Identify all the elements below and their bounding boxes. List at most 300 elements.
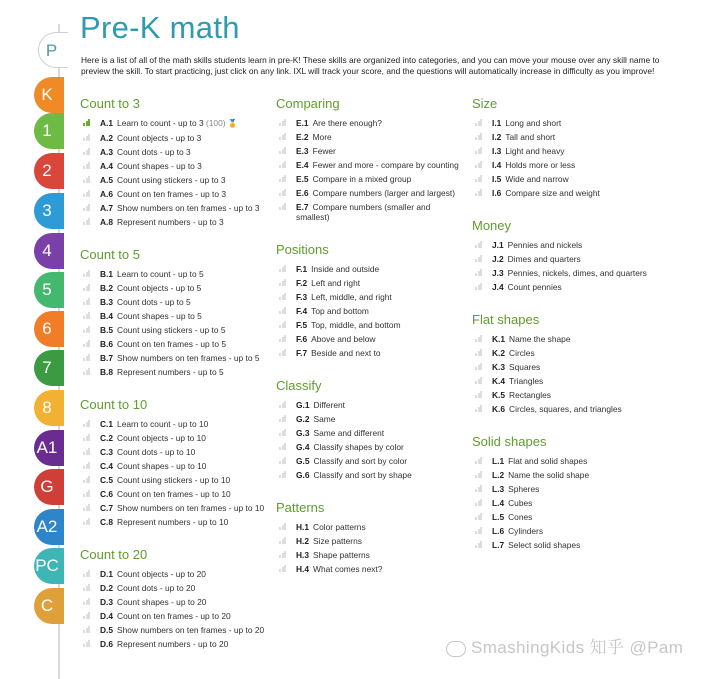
skill-label: Holds more or less <box>505 160 576 170</box>
skill-link-d-2[interactable] <box>80 583 270 593</box>
skill-label: Count dots - up to 20 <box>117 583 196 593</box>
skill-label: Color patterns <box>313 522 366 532</box>
skill-link-c-8[interactable] <box>80 517 270 527</box>
skill-label: Show numbers on ten frames - up to 5 <box>117 353 260 363</box>
skill-code: C.1 <box>100 419 114 429</box>
watermark <box>446 633 683 658</box>
skill-link-f-7[interactable] <box>276 348 466 358</box>
skill-code: H.4 <box>296 564 310 574</box>
skill-label: Count shapes - up to 20 <box>117 597 207 607</box>
skill-label: What comes next? <box>313 564 383 574</box>
skill-label: Tall and short <box>505 132 556 142</box>
progress-bars-icon <box>475 391 482 398</box>
skill-link-i-4[interactable] <box>472 160 662 170</box>
skill-code: D.6 <box>100 639 114 649</box>
skill-link-j-2[interactable] <box>472 254 662 264</box>
progress-bars-icon <box>279 133 286 140</box>
skill-label: Compare size and weight <box>505 188 600 198</box>
progress-bars-icon <box>83 148 90 155</box>
category-heading: Count to 3 <box>80 96 140 111</box>
skill-code: C.5 <box>100 475 114 485</box>
skill-link-g-6[interactable] <box>276 470 466 480</box>
skill-code: J.3 <box>492 268 504 278</box>
skill-link-l-5[interactable] <box>472 512 662 522</box>
skill-code: E.4 <box>296 160 309 170</box>
skill-label: Compare in a mixed group <box>312 174 412 184</box>
progress-bars-icon <box>279 537 286 544</box>
skill-label: Squares <box>509 362 541 372</box>
skill-link-h-4[interactable] <box>276 564 466 574</box>
progress-bars-icon <box>475 147 482 154</box>
skill-code: E.1 <box>296 118 309 128</box>
grade-level-sidebar <box>0 0 66 679</box>
skill-link-i-6[interactable] <box>472 188 662 198</box>
skill-code: C.4 <box>100 461 114 471</box>
skill-code: A.5 <box>100 175 114 185</box>
skill-code: A.8 <box>100 217 114 227</box>
skill-code: L.4 <box>492 498 505 508</box>
skill-code: A.7 <box>100 203 114 213</box>
progress-bars-icon <box>279 457 286 464</box>
grade-tab-c[interactable]: C <box>34 588 64 624</box>
progress-bars-icon <box>475 527 482 534</box>
progress-bars-icon <box>475 269 482 276</box>
skill-label: Count on ten frames - up to 5 <box>117 339 226 349</box>
skill-code: K.3 <box>492 362 506 372</box>
skill-code: D.2 <box>100 583 114 593</box>
skill-code: E.5 <box>296 174 309 184</box>
skill-code: K.5 <box>492 390 506 400</box>
progress-bars-icon <box>475 499 482 506</box>
skill-link-a-5[interactable] <box>80 175 270 185</box>
skill-link-h-1[interactable] <box>276 522 466 532</box>
skill-link-b-6[interactable] <box>80 339 270 349</box>
skill-label: Cubes <box>508 498 533 508</box>
skill-link-l-3[interactable] <box>472 484 662 494</box>
skill-link-i-1[interactable] <box>472 118 662 128</box>
progress-bars-icon <box>279 349 286 356</box>
progress-bars-icon <box>475 363 482 370</box>
skill-label: Count pennies <box>507 282 562 292</box>
skill-link-k-2[interactable] <box>472 348 662 358</box>
progress-bars-icon <box>279 147 286 154</box>
grade-tab-p[interactable]: P <box>38 32 68 68</box>
skill-label: Learn to count - up to 5 <box>117 269 204 279</box>
progress-bars-icon <box>83 518 90 525</box>
grade-tab-2[interactable]: 2 <box>34 153 64 189</box>
skill-link-g-5[interactable] <box>276 456 466 466</box>
skill-link-a-8[interactable] <box>80 217 270 227</box>
progress-bars-icon <box>279 203 286 210</box>
skill-label: More <box>312 132 332 142</box>
progress-bars-icon <box>475 133 482 140</box>
skill-label: Spheres <box>508 484 540 494</box>
skill-link-i-5[interactable] <box>472 174 662 184</box>
progress-bars-icon <box>475 541 482 548</box>
category-heading: Size <box>472 96 498 111</box>
skill-code: J.2 <box>492 254 504 264</box>
progress-bars-icon <box>279 279 286 286</box>
skill-link-j-1[interactable] <box>472 240 662 250</box>
skill-code: A.4 <box>100 161 114 171</box>
skill-label: Count on ten frames - up to 3 <box>117 189 226 199</box>
skill-code: G.4 <box>296 442 310 452</box>
category-heading: Comparing <box>276 96 340 111</box>
skill-link-b-4[interactable] <box>80 311 270 321</box>
skill-link-b-8[interactable] <box>80 367 270 377</box>
progress-bars-icon <box>83 284 90 291</box>
skill-label: Fewer and more - compare by counting <box>312 160 459 170</box>
skill-link-g-1[interactable] <box>276 400 466 410</box>
skill-link-a-7[interactable] <box>80 203 270 213</box>
skill-link-l-7[interactable] <box>472 540 662 550</box>
skill-link-e-7[interactable] <box>276 202 466 222</box>
skill-link-l-4[interactable] <box>472 498 662 508</box>
skill-code: H.1 <box>296 522 310 532</box>
progress-bars-icon <box>279 293 286 300</box>
progress-bars-icon <box>475 377 482 384</box>
skill-link-d-3[interactable] <box>80 597 270 607</box>
skill-code: J.4 <box>492 282 504 292</box>
skill-label: Represent numbers - up to 3 <box>117 217 224 227</box>
skill-code: A.3 <box>100 147 114 157</box>
grade-tab-4[interactable]: 4 <box>34 233 64 269</box>
progress-bars-icon <box>83 504 90 511</box>
skill-label: Cones <box>508 512 533 522</box>
skill-link-e-1[interactable] <box>276 118 466 128</box>
category-heading: Count to 5 <box>80 247 140 262</box>
skill-code: B.3 <box>100 297 114 307</box>
progress-bars-icon <box>475 255 482 262</box>
skill-code: K.4 <box>492 376 506 386</box>
progress-bars-icon <box>83 190 90 197</box>
skill-code: A.6 <box>100 189 114 199</box>
category-heading: Count to 10 <box>80 397 148 412</box>
skill-link-b-5[interactable] <box>80 325 270 335</box>
intro-text: Here is a list of all of the math skills students learn in pre-K! These skills are organized into categories, and you can move your mouse over any skill name to preview the skill. To start practicing, just click on any link. IXL will track your score, and the questions will automatically increase in difficulty as you improve! <box>81 55 660 76</box>
skill-code: A.2 <box>100 133 114 143</box>
wechat-icon <box>446 641 466 657</box>
skill-link-b-7[interactable] <box>80 353 270 363</box>
skill-code: F.5 <box>296 320 308 330</box>
skill-link-k-6[interactable] <box>472 404 662 414</box>
skill-label: Long and short <box>505 118 562 128</box>
progress-bars-icon <box>475 119 482 126</box>
skill-code: C.3 <box>100 447 114 457</box>
skill-link-c-5[interactable] <box>80 475 270 485</box>
skill-code: K.2 <box>492 348 506 358</box>
skill-link-a-2[interactable] <box>80 133 270 143</box>
category-heading: Flat shapes <box>472 312 540 327</box>
skill-link-k-1[interactable] <box>472 334 662 344</box>
grade-tab-a2[interactable]: A2 <box>34 509 64 545</box>
progress-bars-icon <box>475 335 482 342</box>
skill-link-f-5[interactable] <box>276 320 466 330</box>
skill-label: Cylinders <box>508 526 544 536</box>
skill-code: G.5 <box>296 456 310 466</box>
skill-link-d-6[interactable] <box>80 639 270 649</box>
skill-code: F.4 <box>296 306 308 316</box>
skill-label: Different <box>313 400 346 410</box>
skill-code: L.3 <box>492 484 505 494</box>
skill-code: L.6 <box>492 526 505 536</box>
skill-link-g-3[interactable] <box>276 428 466 438</box>
skill-code: L.2 <box>492 470 505 480</box>
skill-score: (100) <box>205 118 226 128</box>
skill-link-l-2[interactable] <box>472 470 662 480</box>
category-heading: Positions <box>276 242 329 257</box>
progress-bars-icon <box>279 265 286 272</box>
progress-bars-icon <box>279 321 286 328</box>
watermark-text: SmashingKids 知乎 @Pam <box>471 638 684 657</box>
progress-bars-icon <box>83 119 90 126</box>
progress-bars-icon <box>279 161 286 168</box>
skill-label: Count shapes - up to 5 <box>117 311 202 321</box>
skill-label: Wide and narrow <box>505 174 569 184</box>
skill-label: Inside and outside <box>311 264 380 274</box>
progress-bars-icon <box>83 640 90 647</box>
skill-label: Count dots - up to 5 <box>117 297 191 307</box>
progress-bars-icon <box>83 218 90 225</box>
category-heading: Count to 20 <box>80 547 148 562</box>
skill-link-f-6[interactable] <box>276 334 466 344</box>
skill-label: Shape patterns <box>313 550 370 560</box>
skill-label: Fewer <box>312 146 336 156</box>
skill-code: I.2 <box>492 132 502 142</box>
skill-label: Represent numbers - up to 10 <box>117 517 229 527</box>
skill-label: Count dots - up to 3 <box>117 147 191 157</box>
progress-bars-icon <box>279 471 286 478</box>
progress-bars-icon <box>475 241 482 248</box>
skill-link-a-1[interactable] <box>80 118 270 129</box>
skill-label: Left and right <box>311 278 361 288</box>
skill-label: Flat and solid shapes <box>508 456 588 466</box>
skill-link-c-6[interactable] <box>80 489 270 499</box>
progress-bars-icon <box>83 354 90 361</box>
skills-column-2 <box>276 96 466 578</box>
skill-label: Same and different <box>313 428 385 438</box>
grade-tab-6[interactable]: 6 <box>34 311 64 347</box>
skill-code: L.7 <box>492 540 505 550</box>
skill-label: Learn to count - up to 10 <box>117 419 209 429</box>
skill-label: Count dots - up to 10 <box>117 447 196 457</box>
skill-link-l-1[interactable] <box>472 456 662 466</box>
progress-bars-icon <box>279 335 286 342</box>
skill-label: Select solid shapes <box>508 540 581 550</box>
skill-code: H.3 <box>296 550 310 560</box>
progress-bars-icon <box>279 523 286 530</box>
skill-link-k-4[interactable] <box>472 376 662 386</box>
skill-link-g-4[interactable] <box>276 442 466 452</box>
progress-bars-icon <box>83 626 90 633</box>
progress-bars-icon <box>83 298 90 305</box>
progress-bars-icon <box>475 283 482 290</box>
skill-label: Name the shape <box>509 334 571 344</box>
skill-code: C.6 <box>100 489 114 499</box>
skill-label: Count using stickers - up to 5 <box>117 325 226 335</box>
progress-bars-icon <box>83 312 90 319</box>
skill-code: I.1 <box>492 118 502 128</box>
progress-bars-icon <box>475 485 482 492</box>
skill-code: F.6 <box>296 334 308 344</box>
skill-label: Circles <box>509 348 535 358</box>
skill-label: Count objects - up to 10 <box>117 433 206 443</box>
category-heading: Patterns <box>276 500 325 515</box>
skill-code: E.7 <box>296 202 309 212</box>
skill-code: A.1 <box>100 118 114 128</box>
skill-link-l-6[interactable] <box>472 526 662 536</box>
skill-label: Pennies, nickels, dimes, and quarters <box>507 268 647 278</box>
progress-bars-icon <box>279 189 286 196</box>
skill-label: Top, middle, and bottom <box>311 320 401 330</box>
progress-bars-icon <box>83 434 90 441</box>
skills-column-1 <box>80 96 270 653</box>
category-heading: Solid shapes <box>472 434 547 449</box>
skill-label: Count shapes - up to 10 <box>117 461 207 471</box>
progress-bars-icon <box>279 429 286 436</box>
skill-code: K.1 <box>492 334 506 344</box>
skill-label: Count shapes - up to 3 <box>117 161 202 171</box>
skill-link-f-2[interactable] <box>276 278 466 288</box>
skill-link-d-1[interactable] <box>80 569 270 579</box>
skill-code: B.6 <box>100 339 114 349</box>
skill-code: K.6 <box>492 404 506 414</box>
skill-link-k-3[interactable] <box>472 362 662 372</box>
skill-label: Represent numbers - up to 20 <box>117 639 229 649</box>
skill-label: Count objects - up to 3 <box>117 133 202 143</box>
skill-label: Circles, squares, and triangles <box>509 404 622 414</box>
skill-code: I.6 <box>492 188 502 198</box>
skill-code: F.7 <box>296 348 308 358</box>
skill-link-k-5[interactable] <box>472 390 662 400</box>
skill-link-c-1[interactable] <box>80 419 270 429</box>
progress-bars-icon <box>83 326 90 333</box>
skill-link-h-2[interactable] <box>276 536 466 546</box>
progress-bars-icon <box>83 448 90 455</box>
grade-tab-1[interactable]: 1 <box>34 113 64 149</box>
skill-link-b-3[interactable] <box>80 297 270 307</box>
skill-link-i-3[interactable] <box>472 146 662 156</box>
progress-bars-icon <box>83 204 90 211</box>
skill-code: D.5 <box>100 625 114 635</box>
skill-link-h-3[interactable] <box>276 550 466 560</box>
skill-code: B.4 <box>100 311 114 321</box>
skill-label: Same <box>313 414 336 424</box>
grade-tab-k[interactable]: K <box>34 77 64 113</box>
progress-bars-icon <box>279 443 286 450</box>
skill-label: Represent numbers - up to 5 <box>117 367 224 377</box>
skill-link-a-6[interactable] <box>80 189 270 199</box>
skill-code: L.5 <box>492 512 505 522</box>
skill-code: D.3 <box>100 597 114 607</box>
skill-code: B.8 <box>100 367 114 377</box>
skill-link-b-1[interactable] <box>80 269 270 279</box>
progress-bars-icon <box>279 415 286 422</box>
skill-link-j-4[interactable] <box>472 282 662 292</box>
skill-label: Count objects - up to 20 <box>117 569 206 579</box>
skill-link-a-3[interactable] <box>80 147 270 157</box>
skill-link-e-2[interactable] <box>276 132 466 142</box>
skill-code: G.2 <box>296 414 310 424</box>
skill-link-d-5[interactable] <box>80 625 270 635</box>
progress-bars-icon <box>475 457 482 464</box>
skill-label: Classify and sort by color <box>313 456 408 466</box>
skill-label: Dimes and quarters <box>507 254 581 264</box>
skill-code: E.2 <box>296 132 309 142</box>
skill-link-g-2[interactable] <box>276 414 466 424</box>
grade-tab-5[interactable]: 5 <box>34 272 64 308</box>
skill-link-f-1[interactable] <box>276 264 466 274</box>
progress-bars-icon <box>83 270 90 277</box>
progress-bars-icon <box>83 420 90 427</box>
skill-link-a-4[interactable] <box>80 161 270 171</box>
skill-code: B.1 <box>100 269 114 279</box>
grade-tab-3[interactable]: 3 <box>34 193 64 229</box>
skill-link-f-4[interactable] <box>276 306 466 316</box>
progress-bars-icon <box>83 612 90 619</box>
skill-link-i-2[interactable] <box>472 132 662 142</box>
skill-code: L.1 <box>492 456 505 466</box>
skill-code: D.4 <box>100 611 114 621</box>
grade-tab-pc[interactable]: PC <box>34 548 64 584</box>
grade-tab-7[interactable]: 7 <box>34 350 64 386</box>
grade-tab-g[interactable]: G <box>34 469 64 505</box>
progress-bars-icon <box>475 189 482 196</box>
skill-link-e-6[interactable] <box>276 188 466 198</box>
progress-bars-icon <box>83 340 90 347</box>
progress-bars-icon <box>83 598 90 605</box>
skill-code: I.3 <box>492 146 502 156</box>
progress-bars-icon <box>279 175 286 182</box>
skill-link-c-2[interactable] <box>80 433 270 443</box>
progress-bars-icon <box>83 162 90 169</box>
skill-label: Are there enough? <box>312 118 382 128</box>
skill-code: B.2 <box>100 283 114 293</box>
progress-bars-icon <box>83 476 90 483</box>
skill-link-f-3[interactable] <box>276 292 466 302</box>
skill-code: B.5 <box>100 325 114 335</box>
skill-label: Count objects - up to 5 <box>117 283 202 293</box>
skill-label: Light and heavy <box>505 146 565 156</box>
skill-code: D.1 <box>100 569 114 579</box>
category-heading: Money <box>472 218 512 233</box>
progress-bars-icon <box>83 134 90 141</box>
skill-link-e-3[interactable] <box>276 146 466 156</box>
progress-bars-icon <box>475 349 482 356</box>
progress-bars-icon <box>279 119 286 126</box>
skill-link-e-5[interactable] <box>276 174 466 184</box>
skill-link-d-4[interactable] <box>80 611 270 621</box>
progress-bars-icon <box>279 551 286 558</box>
skill-label: Show numbers on ten frames - up to 20 <box>117 625 265 635</box>
skill-label: Classify and sort by shape <box>313 470 412 480</box>
skill-link-c-7[interactable] <box>80 503 270 513</box>
skill-code: F.1 <box>296 264 308 274</box>
skill-label: Beside and next to <box>311 348 381 358</box>
skill-code: C.8 <box>100 517 114 527</box>
skill-code: I.5 <box>492 174 502 184</box>
progress-bars-icon <box>83 584 90 591</box>
skill-link-e-4[interactable] <box>276 160 466 170</box>
skill-link-c-4[interactable] <box>80 461 270 471</box>
skill-link-c-3[interactable] <box>80 447 270 457</box>
skill-link-j-3[interactable] <box>472 268 662 278</box>
skill-link-b-2[interactable] <box>80 283 270 293</box>
skill-code: G.6 <box>296 470 310 480</box>
grade-tab-8[interactable]: 8 <box>34 390 64 426</box>
grade-tab-a1[interactable]: A1 <box>34 430 64 466</box>
progress-bars-icon <box>83 368 90 375</box>
